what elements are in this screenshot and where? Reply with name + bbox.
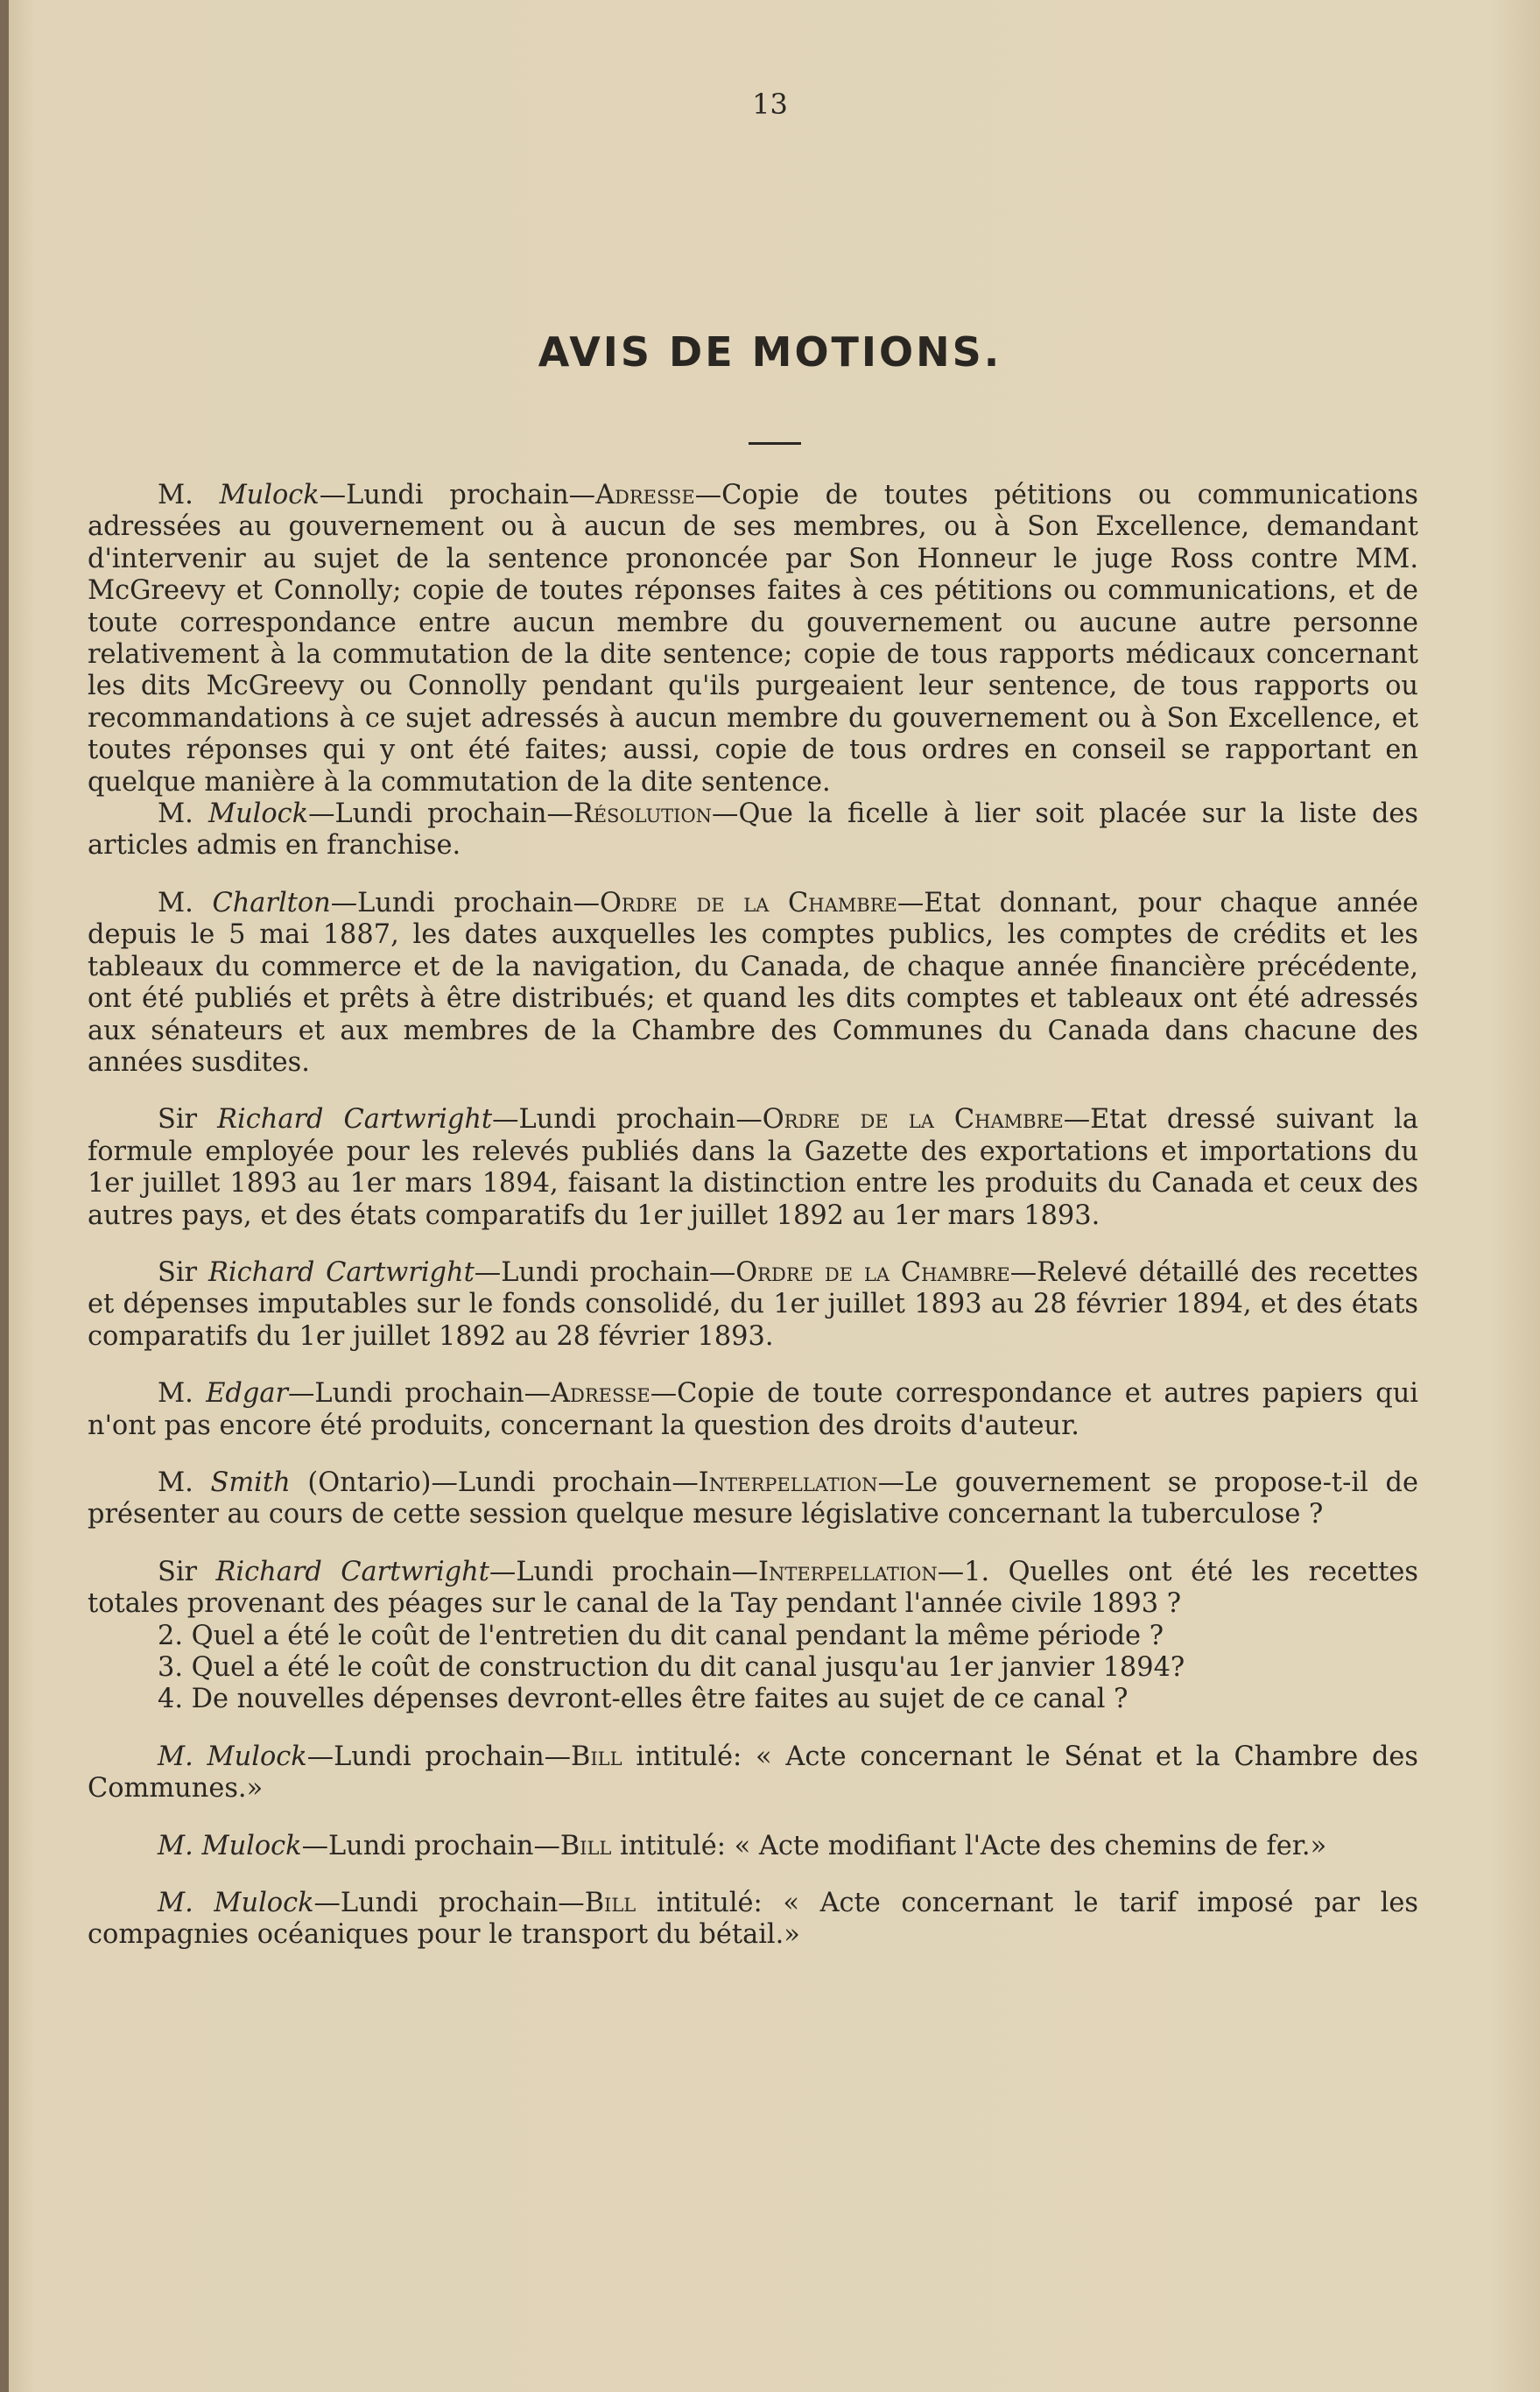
motion-kind: Interpellation [698,1467,878,1498]
motion-prefix: M. [158,1741,193,1772]
motion-kind: Bill [559,1830,612,1861]
motion-kind: Bill [584,1888,636,1919]
motion-text: —Etat donnant, pour chaque année depuis le 5 mai 1887, les dates auxquelles les comptes publics, les comptes de crédits et les tableaux du commerce et de la navigation, du Canada, de chaque année financière précédente, ont été publiés et prêts à être distribués; et quand les dits comptes et tableaux ont été adressés aux sénateurs et aux membres de la Chambre des Communes du Canada dans chacune des années susdites. [88,887,1418,1078]
motion-prefix: M. [158,1888,193,1919]
motion-prefix: Sir [158,1256,198,1288]
motion-paragraph [88,1831,1418,1862]
motion-prefix: M. [158,799,193,830]
page-number: 13 [752,88,788,121]
motion-text: —Relevé détaillé des recettes et dépenses imputables sur le fonds consolidé, du 1er juillet 1893 au 28 février 1894, et des états comparatifs du 1er juillet 1892 au 28 février 1893. [88,1256,1418,1352]
title-rule [749,442,801,445]
motion-kind: Ordre de la Chambre [600,887,897,918]
member-name: Smith [210,1467,291,1498]
question-item: 4. De nouvelles dépenses devront-elles être faites au sujet de ce canal ? [158,1684,1129,1715]
motion-day: —Lundi prochain— [301,1830,560,1861]
motion-kind: Résolution [573,799,713,830]
motion-paragraph [88,1888,1418,1952]
member-name: Richard Cartwright [207,1256,475,1288]
motion-day: —Lundi prochain— [330,887,600,918]
motion-prefix: Sir [158,1104,198,1136]
motions-list [88,480,1418,1952]
motion-paragraph [88,1104,1418,1232]
motion-kind: Bill [571,1741,622,1772]
question-item: 3. Quel a été le coût de construction du dit canal jusqu'au 1er janvier 1894? [158,1652,1185,1683]
motion-day: (Ontario)—Lundi prochain— [290,1467,699,1498]
motion-text: —Copie de toutes pétitions ou communications adressées au gouvernement ou à aucun de ses membres, ou à Son Excellence, demandant d'intervenir au sujet de la sentence prononcée par Son Honneur le juge Ross contre MM. McGreevy et Connolly; copie de toutes réponses faites à ces pétitions ou communications, et de toute correspondance entre aucun membre du gouvernement ou aucune autre personne relativement à la commutation de la dite sentence; copie de tous rapports médicaux concernant les dits McGreevy ou Connolly pendant qu'ils purgeaient leur sentence, de tous rapports ou recommandations à ce sujet adressés à aucun membre du gouvernement ou à Son Excellence, et toutes réponses qui y ont été faites; aussi, copie de tous ordres en conseil se rapportant en quelque manière à la commutation de la dite sentence. [88,480,1418,798]
motion-kind: Ordre de la Chambre [735,1256,1010,1288]
motion-text: —Etat dressé suivant la formule employée pour les relevés publiés dans la Gazette des exportations et importations du 1er juillet 1893 au 1er mars 1894, faisant la distinction entre les produits du Canada et ceux des autres pays, et des états comparatifs du 1er juillet 1892 au 1er mars 1893. [88,1104,1418,1231]
motion-day: —Lundi prochain— [474,1256,736,1288]
member-name: Richard Cartwright [217,1104,493,1136]
member-name: Mulock [207,799,309,830]
motion-text: intitulé: « Acte concernant le Sénat et la Chambre des Communes.» [88,1741,1418,1805]
motion-day: —Lundi prochain— [288,1378,552,1410]
member-name: Mulock [214,1888,314,1919]
question-item: 2. Quel a été le coût de l'entretien du dit canal pendant la même période ? [158,1620,1164,1651]
motion-paragraph [88,888,1418,1079]
motion-text: —Le gouvernement se propose-t-il de présenter au cours de cette session quelque mesure législative concernant la tuberculose ? [88,1467,1418,1530]
page-title: AVIS DE MOTIONS. [538,328,1002,376]
motion-paragraph [88,799,1418,862]
motion-paragraph [88,1557,1418,1621]
motion-prefix: M. [158,1378,193,1410]
motion-prefix: M. [158,1467,193,1498]
motion-paragraph [88,480,1418,799]
motion-day: —Lundi prochain— [489,1556,758,1587]
motion-day: —Lundi prochain— [492,1104,763,1136]
member-name: Edgar [206,1378,288,1410]
motion-day: —Lundi prochain— [306,1741,572,1772]
motion-paragraph [88,1467,1418,1531]
motion-paragraph [88,1257,1418,1353]
motion-prefix: M. [158,480,193,510]
motion-prefix: M. [158,1830,193,1861]
member-name: Mulock [207,1741,307,1772]
motion-day: —Lundi prochain— [313,1888,585,1919]
motion-kind: Ordre de la Chambre [762,1104,1064,1136]
member-name: Mulock [201,1830,302,1861]
motion-kind: Interpellation [757,1556,938,1587]
motion-text: intitulé: « Acte concernant le tarif imposé par les compagnies océaniques pour le transport du bétail.» [88,1888,1418,1951]
motion-kind: Adresse [595,480,695,510]
motion-prefix: Sir [158,1556,198,1587]
motion-paragraph [88,1378,1418,1442]
member-name: Charlton [212,887,331,918]
motion-text: —Que la ficelle à lier soit placée sur la liste des articles admis en franchise. [88,799,1418,862]
motion-text: —Copie de toute correspondance et autres papiers qui n'ont pas encore été produits, concernant la question des droits d'auteur. [88,1378,1418,1441]
motion-day: —Lundi prochain— [308,799,573,830]
motion-text: —1. Quelles ont été les recettes totales provenant des péages sur le canal de la Tay pendant l'année civile 1893 ? [88,1556,1418,1620]
motion-day: —Lundi prochain— [319,480,596,510]
member-name: Mulock [219,480,320,510]
motion-kind: Adresse [551,1378,650,1410]
motion-paragraph [88,1741,1418,1805]
motion-text: intitulé: « Acte modifiant l'Acte des chemins de fer.» [611,1830,1327,1861]
member-name: Richard Cartwright [215,1556,489,1587]
motion-prefix: M. [158,887,193,918]
